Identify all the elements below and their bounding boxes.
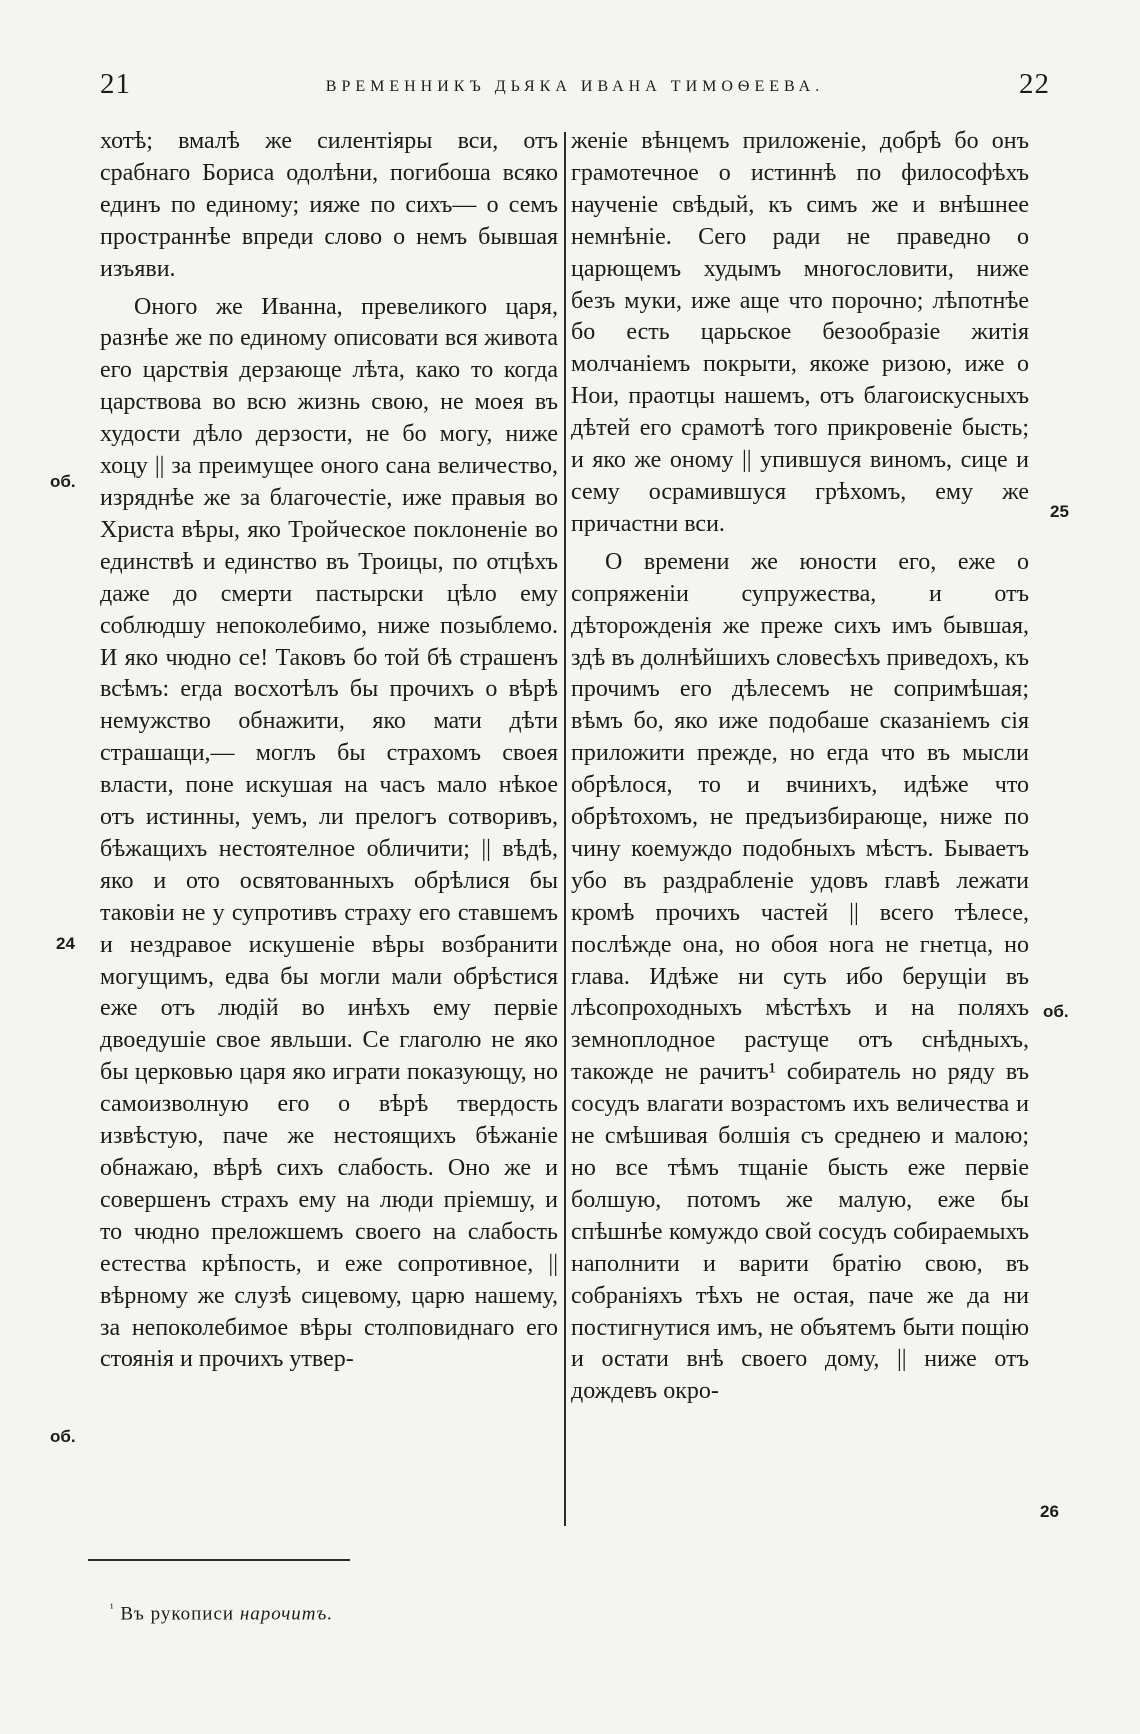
right-column	[571, 126, 1029, 1408]
running-header	[100, 68, 1050, 108]
margin-mark-ob-left-1: об.	[50, 472, 76, 491]
left-column	[100, 126, 558, 1376]
footnote-rule	[88, 1559, 350, 1561]
footnote-number: ¹	[110, 1601, 115, 1615]
left-page-number: 21	[100, 68, 131, 100]
right-paragraph-2: О времени же юности его, еже о сопряженіи супружества, и отъ дѣторожденія же преже сихъ имъ бывшая, здѣ въ долнѣйшихъ словесѣхъ приведохъ, къ прочимъ его дѣлесемъ не сопримѣшая; вѣмъ бо, яко иже подобаше сказаніемъ сія приложити прежде, но егда что въ мысли обрѣлося, то и вчиниxъ, идѣже что обрѣтохомъ, не предъизбирающе, ниже по чину коемуждо подобныхъ мѣстъ. Бываетъ убо въ раздрабленіе удовъ главѣ лежати кромѣ прочихъ частей || всего тѣлесе, послѣжде она, но обоя нога не гнетца, но глава. Идѣже ни суть ибо берущіи въ лѣсопроходныхъ мѣстѣхъ и на поляхъ земноплодное растуще отъ снѣдныхъ, такожде не рачитъ¹ собиратель но ряду въ сосудъ влагати возрастомъ ихъ величества и не смѣшивая болшія съ среднею и малою; но все тѣмъ тщаніе бысть еже первіе болшую, потомъ же малую, еже бы спѣшнѣе комуждо свой сосудъ собираемыхъ наполнити и варити братію свою, въ собраніяхъ тѣхъ не остая, паче же да ни постигнутися имъ, не объятемъ быти пощію и остати внѣ своего дому, || ниже отъ дождевъ окро-	[571, 548, 1029, 1405]
running-title: ВРЕМЕННИКЪ ДЬЯКА ИВАНА ТИМОѲЕЕВА.	[325, 78, 825, 95]
margin-mark-25: 25	[1050, 502, 1069, 521]
footnote-text: Въ рукописи	[120, 1603, 235, 1625]
column-divider	[564, 132, 566, 1526]
footnote	[110, 1601, 333, 1625]
right-page-number: 22	[1019, 68, 1050, 100]
footnote-italic-word: нарочитъ.	[239, 1603, 334, 1625]
margin-mark-ob-right: об.	[1043, 1002, 1069, 1021]
right-paragraph-1: женіе вѣнцемъ приложеніе, добрѣ бо онъ грамотечное о истиннѣ по философѣхъ наученіе свѣдый, къ симъ же и внѣшнее немнѣніе. Сего ради не праведно о царющемъ худымъ многословити, ниже безъ муки, иже аще что порочно; лѣпотнѣе бо есть царьское безообразіе житія молчаніемъ покрыти, якоже ризою, иже о Нои, праотцы нашемъ, отъ благоискусныхъ дѣтей его срамотѣ того прикровеніе бысть; и яко же оному || упившуся виномъ, сице и сему осрамившуся грѣхомъ, ему же причастни вси.	[571, 128, 1029, 537]
margin-mark-ob-left-2: об.	[50, 1427, 76, 1446]
margin-mark-24: 24	[56, 934, 75, 953]
margin-mark-26: 26	[1040, 1502, 1059, 1521]
left-paragraph-2: Оного же Иванна, превеликого царя, разнѣе же по единому описовати вся живота его царствія дерзающе лѣта, како то когда царствова во всю жизнь свою, не моея въ худости дѣло дерзости, не бо могу, ниже хоцу || за преимущее оного сана величество, изряднѣе же за благочестіе, иже правыя во Христа вѣры, яко Тройческое поклоненіе во единствѣ и единство въ Троицы, по отцѣхъ даже до смерти пастырски цѣло ему соблюдшу непоколебимо, ниже позыблемо. И яко чюдно се! Таковъ бо той бѣ страшенъ всѣмъ: егда восхотѣлъ бы прочихъ о вѣрѣ немужство обнажити, яко мати дѣти страшащи,— моглъ бы страхомъ своея власти, поне искушая на часъ мало нѣкое отъ истинны, уемъ, ли прелогъ сотворивъ, бѣжащихъ нестоятелное обличити; || вѣдѣ, яко и ото освятованныхъ обрѣлися бы таковіи не у супротивъ страху его ставшемъ и нездравое искушеніе вѣры возбранити могущимъ, едва бы могли мали обрѣстися еже отъ людій во инѣхъ ему первіе двоедушіе свое явльши. Се глаголю не яко бы церковью царя яко играти показующу, но самоизволную его о вѣрѣ твердость извѣстую, паче же нестоящихъ бѣжаніе обнажаю, вѣрѣ сихъ слабость. Оно же и совершенъ страхъ ему на люди пріемшу, и то чюдно преложшемъ своего на слабость естества крѣпость, и еже сопротивное, || вѣрному же слузѣ сицевому, царю нашему, за непоколебимое вѣры столповиднаго его стоянія и прочихъ утвер-	[100, 293, 558, 1373]
left-paragraph-1: хотѣ; вмалѣ же силентіяры вси, отъ срабнаго Бориса одолѣни, погибоша всяко единъ по единому; ияже по сихъ— о семъ пространнѣе впреди слово о немъ бывшая изъяви.	[100, 128, 558, 282]
